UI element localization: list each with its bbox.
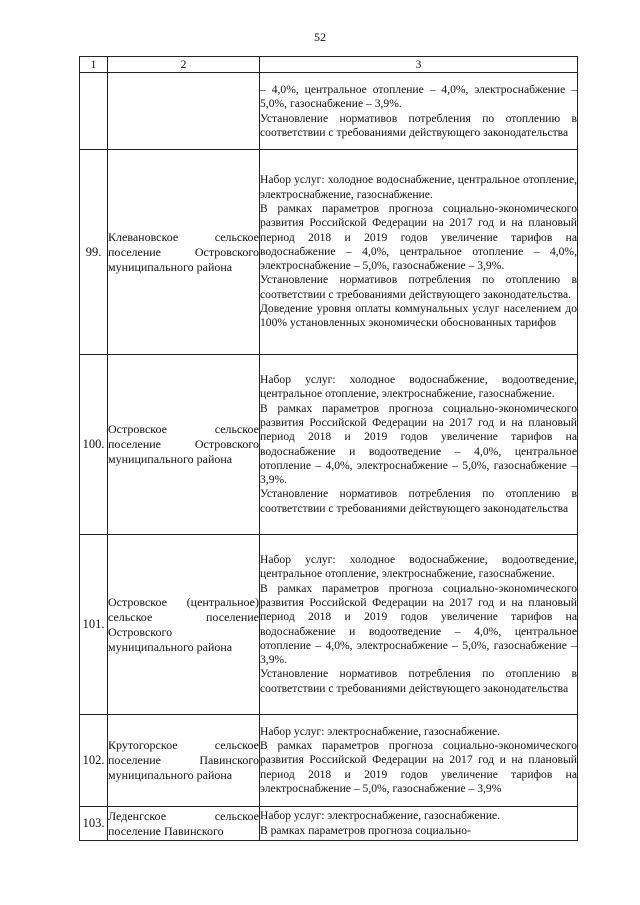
row-number: 102.	[80, 715, 108, 807]
content-paragraph: Набор услуг: холодное водоснабжение, водоотведение, центральное отопление, электроснабжение, газоснабжение.	[260, 373, 577, 401]
content-paragraph: В рамках параметров прогноза социально-экономического развития Российской Федерации на 2017 год и на плановый период 2018 и 2019 годов увеличение тарифов на водоснабжение – 4,0%, центральное отопление – 4,0%, электроснабжение – 5,0%, газоснабжение – 3,9%.	[260, 201, 577, 273]
header-col-1: 1	[80, 57, 108, 73]
settlement-name: Леденгское сельское поселение Павинского	[108, 807, 260, 841]
content-paragraph: Набор услуг: электроснабжение, газоснабжение.	[260, 724, 501, 738]
row-content	[260, 715, 578, 807]
content-paragraph: Набор услуг: холодное водоснабжение, водоотведение, центральное отопление, электроснабжение, газоснабжение.	[260, 553, 577, 581]
row-number: 99.	[80, 150, 108, 355]
tariff-table	[79, 56, 578, 841]
header-col-3: 3	[260, 57, 578, 73]
settlement-name: Островское (центральное) сельское поселение Островского муниципального района	[108, 535, 260, 715]
content-paragraph: Установление нормативов потребления по отоплению в соответствии с требованиями действующего законодательства	[260, 487, 577, 515]
content-paragraph: В рамках параметров прогноза социально-экономического развития Российской Федерации на 2017 год и на плановый период 2018 и 2019 годов увеличение тарифов на водоснабжение и водоотведение – 4,0%, центральное отопление – 4,0%, электроснабжение – 5,0%, газоснабжение – 3,9%.	[260, 581, 577, 667]
table-header-row	[80, 57, 578, 73]
row-content	[260, 535, 578, 715]
row-content	[260, 355, 578, 535]
row-number: 100.	[80, 355, 108, 535]
settlement-name: Крутогорское сельское поселение Павинского муниципального района	[108, 715, 260, 807]
row-content	[260, 807, 578, 841]
content-paragraph: Установление нормативов потребления по отоплению в соответствии с требованиями действующего законодательства	[260, 667, 577, 695]
table-row	[80, 807, 578, 841]
content-paragraph: Доведение уровня оплаты коммунальных услуг населением до 100% установленных экономически обоснованных тарифов	[260, 302, 577, 330]
content-paragraph: Установление нормативов потребления по отоплению в соответствии с требованиями действующего законодательства.	[260, 273, 577, 301]
content-paragraph: Набор услуг: электроснабжение, газоснабжение.	[260, 809, 501, 823]
settlement-name: Клевановское сельское поселение Островского муниципального района	[108, 150, 260, 355]
table-row	[80, 73, 578, 150]
settlement-name: Островское сельское поселение Островского муниципального района	[108, 355, 260, 535]
content-paragraph: Набор услуг: холодное водоснабжение, центральное отопление, электроснабжение, газоснабжение.	[260, 173, 577, 201]
row-number: 101.	[80, 535, 108, 715]
row-number: 103.	[80, 807, 108, 841]
content-paragraph: В рамках параметров прогноза социально-экономического развития Российской Федерации на 2017 год и на плановый период 2018 и 2019 годов увеличение тарифов на электроснабжение – 5,0%, газоснабжение – 3,9%	[260, 739, 577, 795]
content-paragraph: Установление нормативов потребления по отоплению в соответствии с требованиями действующего законодательства	[260, 111, 577, 139]
content-paragraph: В рамках параметров прогноза социально-экономического развития Российской Федерации на 2017 год и на плановый период 2018 и 2019 годов увеличение тарифов на водоснабжение и водоотведение – 4,0%, центральное отопление – 4,0%, электроснабжение – 5,0%, газоснабжение – 3,9%.	[260, 401, 577, 487]
row-number	[80, 73, 108, 150]
row-content	[260, 73, 578, 150]
table-row	[80, 150, 578, 355]
table-row	[80, 715, 578, 807]
row-content	[260, 150, 578, 355]
table-row	[80, 535, 578, 715]
page-number: 52	[314, 30, 326, 44]
settlement-name	[108, 73, 260, 150]
content-paragraph: В рамках параметров прогноза социально-	[260, 823, 471, 837]
content-paragraph: – 4,0%, центральное отопление – 4,0%, электроснабжение – 5,0%, газоснабжение – 3,9%.	[260, 82, 577, 111]
header-col-2: 2	[108, 57, 260, 73]
table-row	[80, 355, 578, 535]
